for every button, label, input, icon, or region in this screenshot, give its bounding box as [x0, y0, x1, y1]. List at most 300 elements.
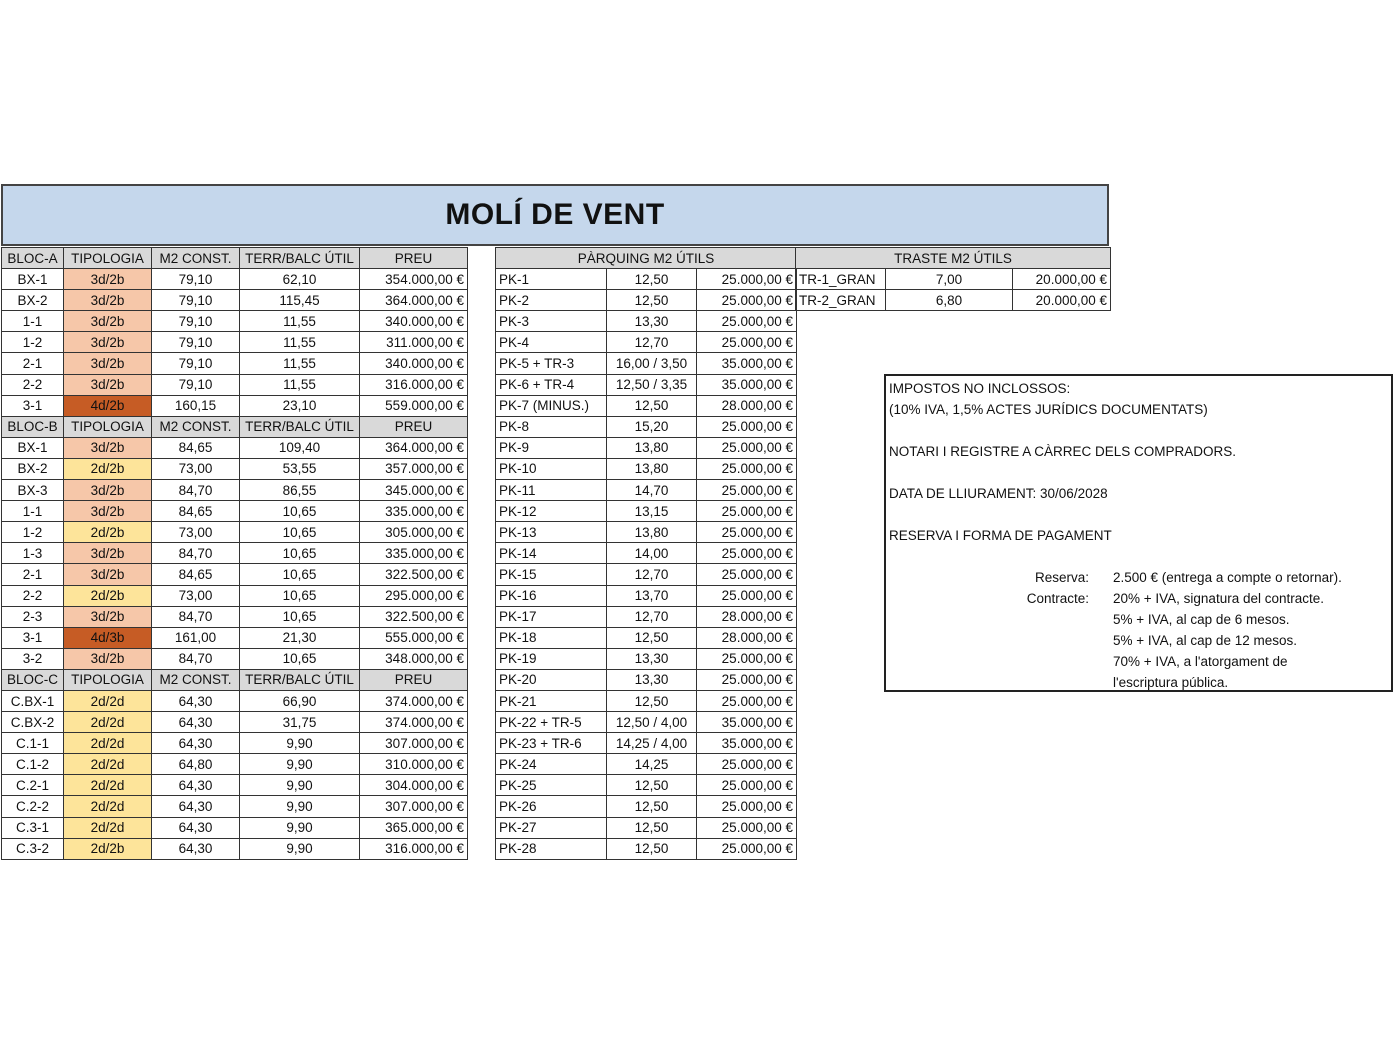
table-row	[2, 332, 468, 353]
parking-price: 25.000,00 €	[697, 501, 797, 522]
terrace-area: 9,90	[240, 796, 360, 817]
payment-row	[889, 651, 1388, 672]
parking-id: PK-15	[496, 564, 607, 585]
payment-value: l'escriptura pública.	[1113, 675, 1229, 690]
column-header: M2 CONST.	[152, 416, 240, 437]
parking-price: 28.000,00 €	[697, 395, 797, 416]
parking-price: 25.000,00 €	[697, 775, 797, 796]
payment-value: 2.500 € (entrega a compte o retornar).	[1113, 570, 1342, 585]
unit-price: 345.000,00 €	[360, 480, 468, 501]
parking-id: PK-6 + TR-4	[496, 374, 607, 395]
parking-price: 35.000,00 €	[697, 374, 797, 395]
terrace-area: 21,30	[240, 627, 360, 648]
table-row	[2, 353, 468, 374]
parking-price: 25.000,00 €	[697, 817, 797, 838]
table-row	[2, 522, 468, 543]
payment-schedule	[889, 567, 1388, 693]
parking-price: 25.000,00 €	[697, 690, 797, 711]
table-row	[496, 838, 797, 859]
typology-cell: 3d/2b	[64, 648, 152, 669]
unit-id: 2-1	[2, 353, 64, 374]
terrace-area: 86,55	[240, 480, 360, 501]
m2-const: 161,00	[152, 627, 240, 648]
unit-price: 304.000,00 €	[360, 775, 468, 796]
table-row	[496, 627, 797, 648]
parking-id: PK-3	[496, 311, 607, 332]
typology-cell: 3d/2b	[64, 374, 152, 395]
unit-id: 3-1	[2, 395, 64, 416]
parking-price: 25.000,00 €	[697, 648, 797, 669]
payment-label	[889, 630, 1113, 651]
terrace-area: 53,55	[240, 458, 360, 479]
terrace-area: 109,40	[240, 437, 360, 458]
terrace-area: 9,90	[240, 733, 360, 754]
terrace-area: 9,90	[240, 817, 360, 838]
parking-price: 25.000,00 €	[697, 838, 797, 859]
block-header-row	[2, 669, 468, 690]
terrace-area: 10,65	[240, 585, 360, 606]
typology-cell: 2d/2b	[64, 522, 152, 543]
m2-const: 64,30	[152, 838, 240, 859]
payment-row	[889, 672, 1388, 693]
parking-id: PK-21	[496, 690, 607, 711]
parking-area: 14,00	[607, 543, 697, 564]
table-row	[496, 458, 797, 479]
parking-area: 13,80	[607, 437, 697, 458]
m2-const: 79,10	[152, 353, 240, 374]
unit-id: 3-1	[2, 627, 64, 648]
parking-id: PK-25	[496, 775, 607, 796]
storage-area: 7,00	[886, 269, 1013, 290]
parking-id: PK-18	[496, 627, 607, 648]
terrace-area: 10,65	[240, 606, 360, 627]
unit-id: 2-3	[2, 606, 64, 627]
parking-area: 12,50 / 3,35	[607, 374, 697, 395]
terrace-area: 9,90	[240, 754, 360, 775]
unit-price: 559.000,00 €	[360, 395, 468, 416]
terrace-area: 10,65	[240, 501, 360, 522]
parking-id: PK-12	[496, 501, 607, 522]
typology-cell: 2d/2d	[64, 775, 152, 796]
unit-price: 365.000,00 €	[360, 817, 468, 838]
parking-id: PK-8	[496, 416, 607, 437]
unit-price: 295.000,00 €	[360, 585, 468, 606]
table-row	[2, 775, 468, 796]
payment-label	[889, 651, 1113, 672]
table-row	[2, 648, 468, 669]
parking-price: 25.000,00 €	[697, 543, 797, 564]
table-row	[496, 416, 797, 437]
storage-header: TRASTE M2 ÚTILS	[796, 248, 1111, 269]
m2-const: 160,15	[152, 395, 240, 416]
m2-const: 64,30	[152, 690, 240, 711]
table-row	[496, 395, 797, 416]
parking-price: 25.000,00 €	[697, 269, 797, 290]
parking-area: 12,50	[607, 627, 697, 648]
table-row	[2, 564, 468, 585]
typology-cell: 2d/2d	[64, 817, 152, 838]
typology-cell: 4d/2b	[64, 395, 152, 416]
table-row	[2, 817, 468, 838]
table-row	[496, 817, 797, 838]
parking-id: PK-7 (MINUS.)	[496, 395, 607, 416]
m2-const: 84,65	[152, 564, 240, 585]
parking-price: 35.000,00 €	[697, 733, 797, 754]
typology-cell: 3d/2b	[64, 332, 152, 353]
unit-id: 2-2	[2, 585, 64, 606]
parking-area: 13,30	[607, 311, 697, 332]
unit-price: 340.000,00 €	[360, 311, 468, 332]
table-row	[2, 374, 468, 395]
parking-id: PK-27	[496, 817, 607, 838]
table-row	[2, 437, 468, 458]
typology-cell: 4d/3b	[64, 627, 152, 648]
payment-value: 5% + IVA, al cap de 12 mesos.	[1113, 633, 1297, 648]
payment-label	[889, 609, 1113, 630]
unit-id: C.3-2	[2, 838, 64, 859]
table-row	[496, 564, 797, 585]
terrace-area: 11,55	[240, 311, 360, 332]
unit-id: 1-3	[2, 543, 64, 564]
table-row	[2, 311, 468, 332]
m2-const: 79,10	[152, 332, 240, 353]
parking-id: PK-1	[496, 269, 607, 290]
unit-id: 3-2	[2, 648, 64, 669]
terrace-area: 9,90	[240, 838, 360, 859]
block-header-row	[2, 416, 468, 437]
parking-area: 12,50	[607, 775, 697, 796]
typology-cell: 3d/2b	[64, 501, 152, 522]
unit-price: 307.000,00 €	[360, 733, 468, 754]
parking-area: 14,25 / 4,00	[607, 733, 697, 754]
payment-row	[889, 588, 1388, 609]
unit-id: 1-1	[2, 501, 64, 522]
payment-label: Contracte:	[1026, 591, 1089, 606]
table-row	[496, 501, 797, 522]
parking-area: 12,50	[607, 817, 697, 838]
column-header: M2 CONST.	[152, 248, 240, 269]
table-row	[496, 480, 797, 501]
parking-id: PK-20	[496, 669, 607, 690]
table-row	[2, 712, 468, 733]
parking-id: PK-26	[496, 796, 607, 817]
m2-const: 79,10	[152, 290, 240, 311]
column-header: TIPOLOGIA	[64, 669, 152, 690]
table-row	[2, 838, 468, 859]
m2-const: 84,70	[152, 480, 240, 501]
parking-id: PK-14	[496, 543, 607, 564]
storage-id: TR-1_GRAN	[796, 269, 886, 290]
table-row	[496, 437, 797, 458]
payment-row	[889, 609, 1388, 630]
typology-cell: 3d/2b	[64, 353, 152, 374]
unit-price: 374.000,00 €	[360, 712, 468, 733]
parking-price: 25.000,00 €	[697, 437, 797, 458]
unit-id: C.2-2	[2, 796, 64, 817]
parking-id: PK-10	[496, 458, 607, 479]
taxes-title: IMPOSTOS NO INCLOSSOS:	[889, 381, 1071, 396]
typology-cell: 2d/2d	[64, 733, 152, 754]
m2-const: 84,70	[152, 648, 240, 669]
typology-cell: 2d/2d	[64, 796, 152, 817]
terrace-area: 10,65	[240, 543, 360, 564]
unit-price: 555.000,00 €	[360, 627, 468, 648]
typology-cell: 2d/2b	[64, 458, 152, 479]
table-row	[496, 796, 797, 817]
unit-price: 335.000,00 €	[360, 543, 468, 564]
payment-label: Reserva:	[1034, 570, 1089, 585]
parking-area: 12,50 / 4,00	[607, 712, 697, 733]
m2-const: 79,10	[152, 374, 240, 395]
terrace-area: 10,65	[240, 564, 360, 585]
unit-price: 357.000,00 €	[360, 458, 468, 479]
unit-id: C.BX-1	[2, 690, 64, 711]
table-row	[496, 775, 797, 796]
unit-id: BX-3	[2, 480, 64, 501]
storage-price: 20.000,00 €	[1013, 269, 1111, 290]
parking-area: 12,50	[607, 269, 697, 290]
parking-id: PK-19	[496, 648, 607, 669]
table-row	[2, 290, 468, 311]
table-row	[2, 606, 468, 627]
parking-id: PK-22 + TR-5	[496, 712, 607, 733]
typology-cell: 3d/2b	[64, 269, 152, 290]
parking-area: 13,15	[607, 501, 697, 522]
m2-const: 64,30	[152, 775, 240, 796]
table-row	[496, 522, 797, 543]
parking-price: 25.000,00 €	[697, 311, 797, 332]
unit-id: C.1-1	[2, 733, 64, 754]
m2-const: 84,65	[152, 501, 240, 522]
m2-const: 73,00	[152, 522, 240, 543]
table-row	[2, 585, 468, 606]
parking-area: 13,80	[607, 522, 697, 543]
m2-const: 73,00	[152, 458, 240, 479]
parking-area: 15,20	[607, 416, 697, 437]
terrace-area: 9,90	[240, 775, 360, 796]
typology-cell: 2d/2d	[64, 754, 152, 775]
parking-price: 35.000,00 €	[697, 712, 797, 733]
payment-title: RESERVA I FORMA DE PAGAMENT	[889, 528, 1112, 543]
column-header: TIPOLOGIA	[64, 416, 152, 437]
storage-area: 6,80	[886, 290, 1013, 311]
parking-price: 25.000,00 €	[697, 332, 797, 353]
m2-const: 73,00	[152, 585, 240, 606]
unit-price: 335.000,00 €	[360, 501, 468, 522]
unit-id: BX-1	[2, 269, 64, 290]
parking-price: 25.000,00 €	[697, 754, 797, 775]
m2-const: 84,70	[152, 543, 240, 564]
payment-value: 70% + IVA, a l'atorgament de	[1113, 654, 1288, 669]
typology-cell: 3d/2b	[64, 290, 152, 311]
parking-area: 14,70	[607, 480, 697, 501]
table-row	[2, 269, 468, 290]
typology-cell: 2d/2d	[64, 690, 152, 711]
column-header: BLOC-B	[2, 416, 64, 437]
unit-price: 310.000,00 €	[360, 754, 468, 775]
unit-price: 316.000,00 €	[360, 374, 468, 395]
table-row	[796, 290, 1111, 311]
parking-area: 12,50	[607, 290, 697, 311]
parking-price: 28.000,00 €	[697, 627, 797, 648]
payment-value: 20% + IVA, signatura del contracte.	[1113, 591, 1324, 606]
typology-cell: 2d/2b	[64, 838, 152, 859]
storage-price: 20.000,00 €	[1013, 290, 1111, 311]
typology-cell: 3d/2b	[64, 564, 152, 585]
parking-area: 16,00 / 3,50	[607, 353, 697, 374]
unit-id: BX-1	[2, 437, 64, 458]
table-row	[2, 627, 468, 648]
parking-price: 25.000,00 €	[697, 522, 797, 543]
parking-id: PK-24	[496, 754, 607, 775]
table-row	[496, 733, 797, 754]
parking-price: 25.000,00 €	[697, 564, 797, 585]
table-row	[496, 712, 797, 733]
table-row	[496, 606, 797, 627]
unit-id: 1-1	[2, 311, 64, 332]
payment-value: 5% + IVA, al cap de 6 mesos.	[1113, 612, 1290, 627]
unit-price: 311.000,00 €	[360, 332, 468, 353]
m2-const: 84,70	[152, 606, 240, 627]
terrace-area: 31,75	[240, 712, 360, 733]
unit-price: 374.000,00 €	[360, 690, 468, 711]
unit-price: 364.000,00 €	[360, 437, 468, 458]
parking-id: PK-9	[496, 437, 607, 458]
terrace-area: 11,55	[240, 374, 360, 395]
m2-const: 64,30	[152, 712, 240, 733]
parking-header: PÀRQUING M2 ÚTILS	[496, 248, 797, 269]
parking-price: 25.000,00 €	[697, 416, 797, 437]
conditions-box	[884, 374, 1393, 692]
parking-price: 25.000,00 €	[697, 480, 797, 501]
table-row	[496, 585, 797, 606]
parking-area: 12,70	[607, 606, 697, 627]
table-row	[2, 458, 468, 479]
table-row	[496, 269, 797, 290]
unit-price: 322.500,00 €	[360, 606, 468, 627]
m2-const: 79,10	[152, 311, 240, 332]
typology-cell: 3d/2b	[64, 437, 152, 458]
typology-cell: 2d/2d	[64, 712, 152, 733]
m2-const: 79,10	[152, 269, 240, 290]
delivery-date: DATA DE LLIURAMENT: 30/06/2028	[889, 486, 1108, 501]
table-row	[2, 690, 468, 711]
terrace-area: 115,45	[240, 290, 360, 311]
parking-price: 28.000,00 €	[697, 606, 797, 627]
parking-price: 25.000,00 €	[697, 585, 797, 606]
parking-id: PK-4	[496, 332, 607, 353]
payment-label	[889, 672, 1113, 693]
unit-id: 2-1	[2, 564, 64, 585]
column-header: TERR/BALC ÚTIL	[240, 248, 360, 269]
terrace-area: 11,55	[240, 332, 360, 353]
unit-id: 2-2	[2, 374, 64, 395]
column-header: BLOC-C	[2, 669, 64, 690]
parking-area: 13,30	[607, 669, 697, 690]
notary-note: NOTARI I REGISTRE A CÀRREC DELS COMPRADORS.	[889, 444, 1237, 459]
storage-id: TR-2_GRAN	[796, 290, 886, 311]
payment-row	[889, 630, 1388, 651]
table-row	[796, 269, 1111, 290]
unit-price: 354.000,00 €	[360, 269, 468, 290]
unit-id: C.1-2	[2, 754, 64, 775]
table-row	[496, 690, 797, 711]
m2-const: 64,30	[152, 733, 240, 754]
parking-area: 12,70	[607, 564, 697, 585]
unit-price: 340.000,00 €	[360, 353, 468, 374]
parking-price: 25.000,00 €	[697, 796, 797, 817]
parking-area: 13,80	[607, 458, 697, 479]
parking-price: 25.000,00 €	[697, 669, 797, 690]
table-row	[2, 395, 468, 416]
parking-id: PK-28	[496, 838, 607, 859]
unit-id: C.BX-2	[2, 712, 64, 733]
page-title: MOLÍ DE VENT	[445, 198, 665, 231]
typology-cell: 3d/2b	[64, 606, 152, 627]
parking-area: 12,50	[607, 796, 697, 817]
column-header: M2 CONST.	[152, 669, 240, 690]
parking-area: 12,50	[607, 838, 697, 859]
storage-table	[795, 247, 1111, 311]
parking-id: PK-5 + TR-3	[496, 353, 607, 374]
typology-cell: 3d/2b	[64, 311, 152, 332]
terrace-area: 66,90	[240, 690, 360, 711]
table-row	[496, 311, 797, 332]
m2-const: 64,30	[152, 817, 240, 838]
m2-const: 64,80	[152, 754, 240, 775]
table-row	[496, 754, 797, 775]
unit-id: 1-2	[2, 332, 64, 353]
units-table	[1, 247, 468, 860]
terrace-area: 10,65	[240, 522, 360, 543]
unit-price: 364.000,00 €	[360, 290, 468, 311]
m2-const: 84,65	[152, 437, 240, 458]
table-row	[2, 501, 468, 522]
parking-price: 35.000,00 €	[697, 353, 797, 374]
parking-id: PK-17	[496, 606, 607, 627]
terrace-area: 62,10	[240, 269, 360, 290]
column-header: BLOC-A	[2, 248, 64, 269]
terrace-area: 23,10	[240, 395, 360, 416]
typology-cell: 3d/2b	[64, 543, 152, 564]
parking-price: 25.000,00 €	[697, 290, 797, 311]
terrace-area: 11,55	[240, 353, 360, 374]
parking-area: 12,70	[607, 332, 697, 353]
m2-const: 64,30	[152, 796, 240, 817]
table-row	[496, 543, 797, 564]
taxes-detail: (10% IVA, 1,5% ACTES JURÍDICS DOCUMENTATS)	[889, 402, 1208, 417]
table-row	[2, 480, 468, 501]
table-row	[496, 374, 797, 395]
column-header: PREU	[360, 416, 468, 437]
table-row	[496, 669, 797, 690]
parking-price: 25.000,00 €	[697, 458, 797, 479]
typology-cell: 2d/2b	[64, 585, 152, 606]
block-header-row	[2, 248, 468, 269]
parking-id: PK-11	[496, 480, 607, 501]
parking-area: 13,70	[607, 585, 697, 606]
parking-id: PK-13	[496, 522, 607, 543]
unit-id: 1-2	[2, 522, 64, 543]
parking-table	[495, 247, 797, 860]
unit-id: C.2-1	[2, 775, 64, 796]
table-row	[496, 648, 797, 669]
table-row	[2, 543, 468, 564]
column-header: TERR/BALC ÚTIL	[240, 416, 360, 437]
column-header: PREU	[360, 669, 468, 690]
table-row	[496, 290, 797, 311]
parking-area: 12,50	[607, 690, 697, 711]
